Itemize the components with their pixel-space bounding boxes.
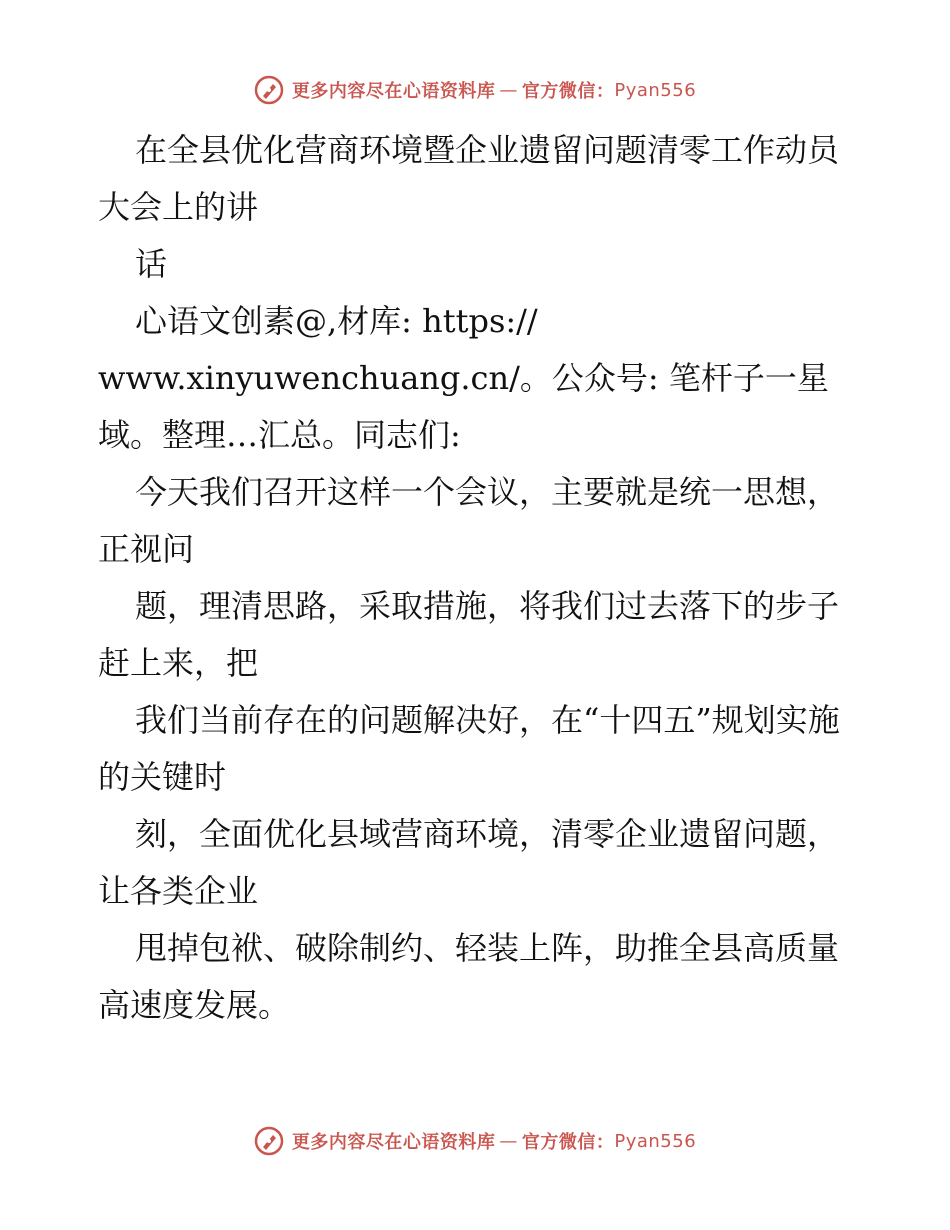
paragraph: 今天我们召开这样一个会议，主要就是统一思想，正视问 (98, 473, 840, 568)
watermark-separator: — (499, 79, 518, 101)
paragraph: 题，理清思路，采取措施，将我们过去落下的步子赶上来，把 (98, 587, 840, 682)
paragraph: 话 (135, 245, 168, 283)
document-body (98, 122, 858, 1034)
footer-watermark (0, 1121, 950, 1161)
paragraph: 心语文创素@,材库: https:// (135, 302, 538, 340)
watermark-text: 更多内容尽在心语资料库 (291, 81, 496, 102)
watermark-separator: — (499, 1130, 518, 1152)
paragraph: 刻，全面优化县域营商环境，清零企业遗留问题，让各类企业 (98, 815, 840, 910)
watermark-wechat-id: Pyan556 (614, 79, 697, 101)
watermark-wechat-id: Pyan556 (614, 1130, 697, 1152)
watermark-wechat-label: 官方微信： (521, 81, 615, 102)
paragraph: 甩掉包袱、破除制约、轻装上阵，助推全县高质量高速度发展。 (98, 929, 840, 1024)
paragraph: 在全县优化营商环境暨企业遗留问题清零工作动员大会上的讲 (98, 131, 840, 226)
paragraph: 我们当前存在的问题解决好，在“十四五”规划实施的关键时 (98, 701, 840, 796)
pen-logo-icon (254, 75, 284, 105)
header-watermark (0, 70, 950, 110)
paragraph: www.xinyuwenchuang.cn/。公众号: 笔杆子一星域。整理…汇总。同志们: (98, 359, 829, 454)
pen-logo-icon (254, 1126, 284, 1156)
watermark-text: 更多内容尽在心语资料库 (291, 1132, 496, 1153)
watermark-wechat-label: 官方微信： (521, 1132, 615, 1153)
